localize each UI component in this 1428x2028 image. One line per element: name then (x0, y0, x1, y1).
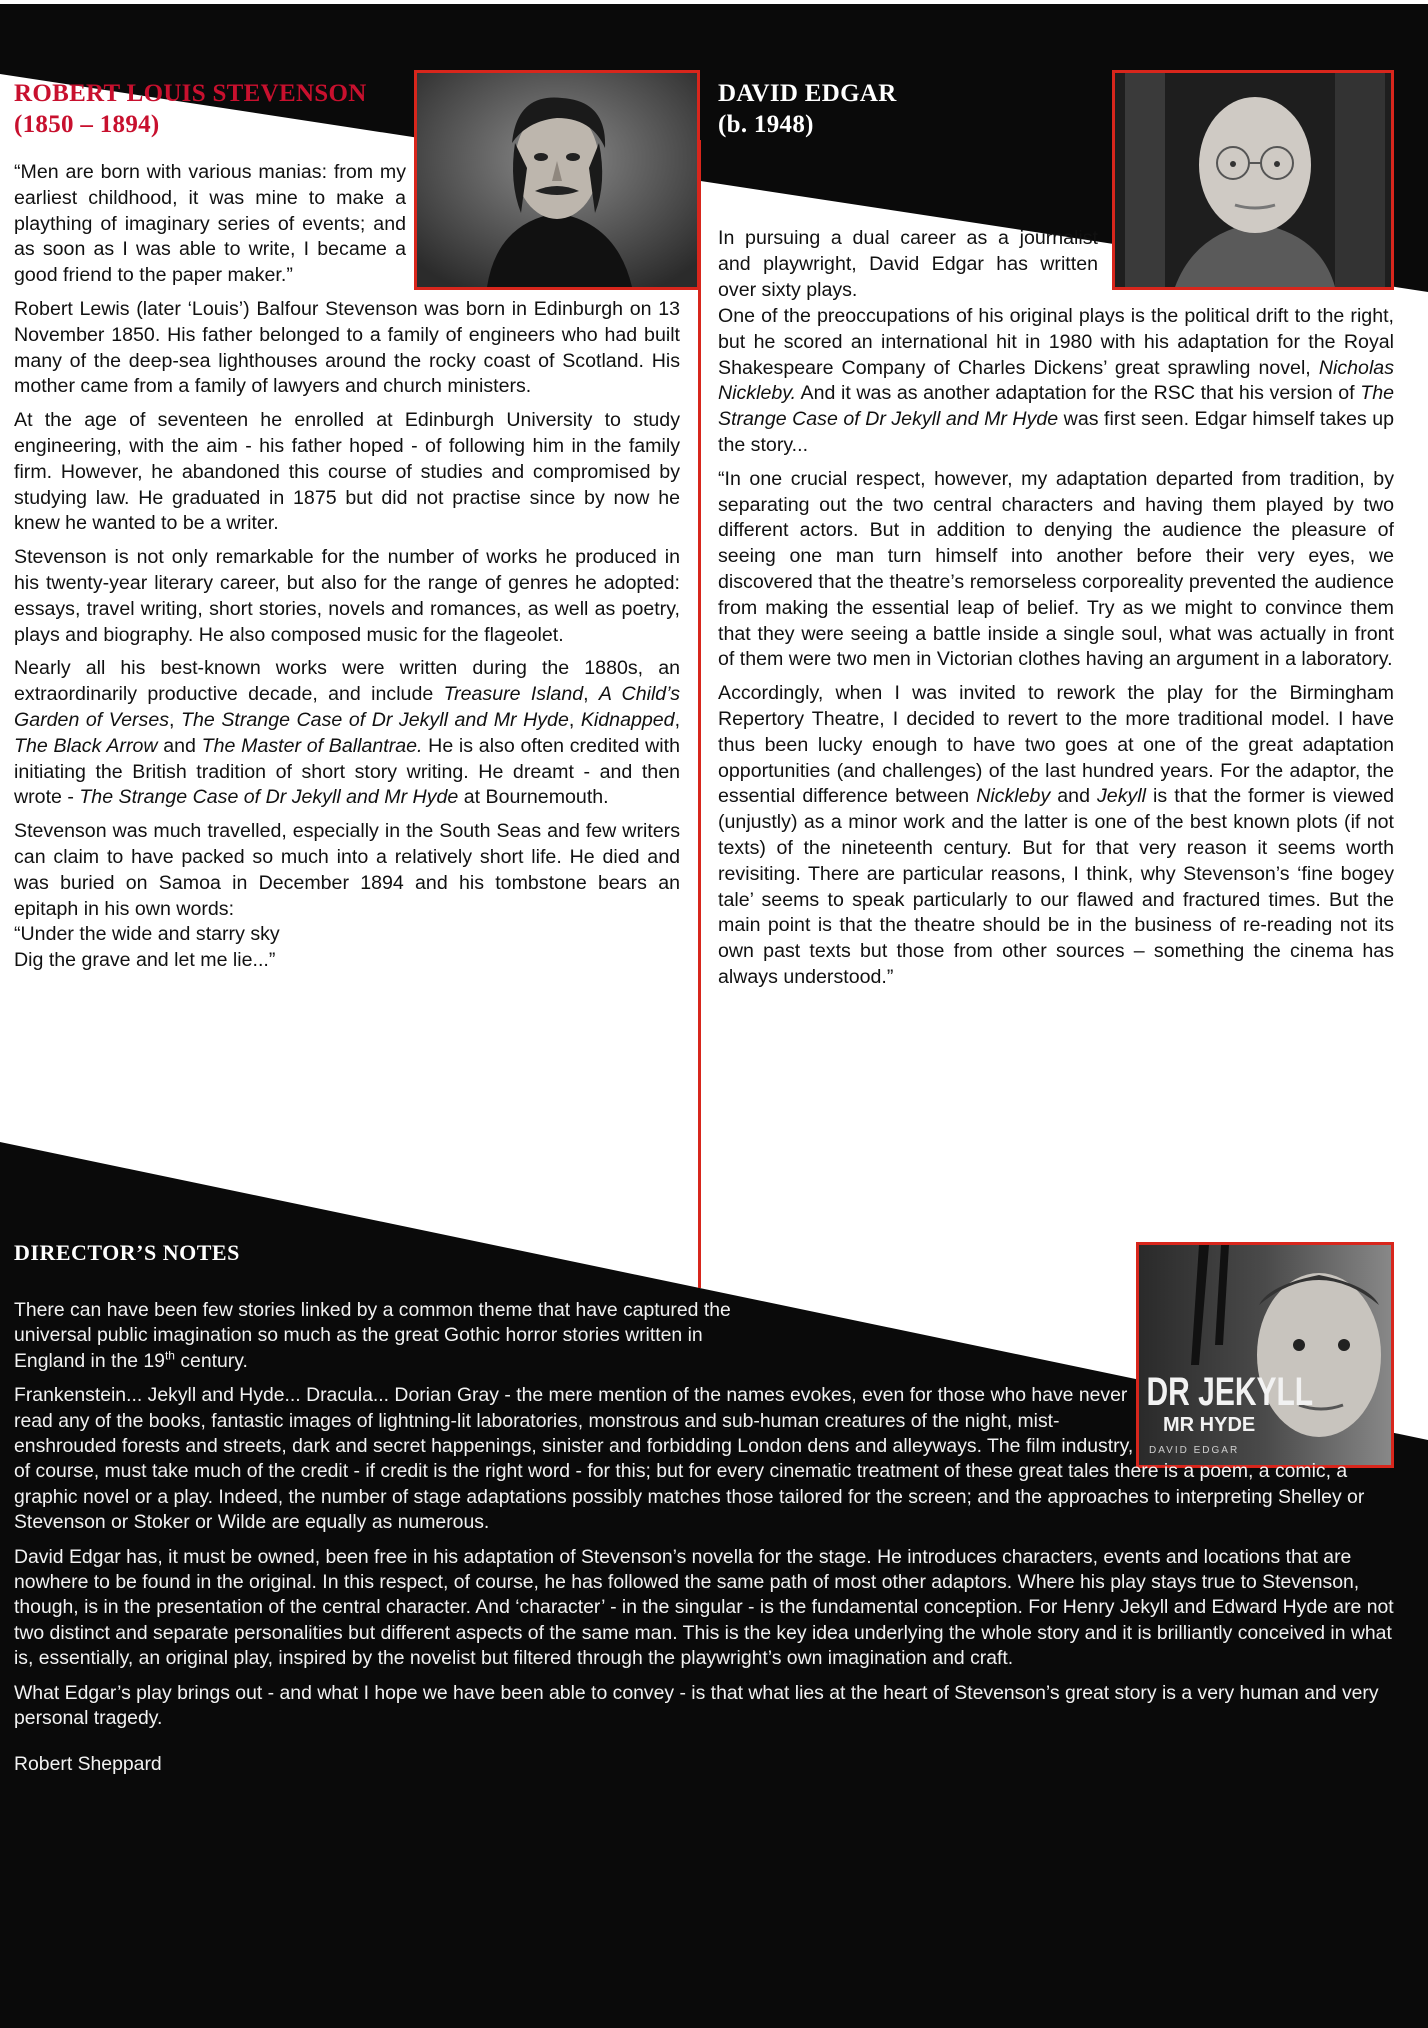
poster-title-2: MR HYDE (1163, 1414, 1256, 1436)
column-divider (698, 140, 701, 1288)
edgar-paragraph-2: “In one crucial respect, however, my adaptation departed from tradition, by separating out the two central characters and having them played by two different actors. But in addition to denying the audience the pleasure of seeing one man turn himself into another before their very eyes, we discovered that the theatre’s remorseless corporeality prevented the audience from making the essential leap of belief. Try as we might to convince them that they were seeing a battle inside a single soul, what was actually in front of them were two men in Victorian clothes having an argument in a laboratory. (718, 467, 1394, 671)
stevenson-heading (14, 78, 367, 140)
stevenson-paragraph-4: Nearly all his best-known works were written during the 1880s, an extraordinarily productive decade, and include Treasure Island, A Child’s Garden of Verses, The Strange Case of Dr Jekyll and Mr Hyde, Kidnapped, The Black Arrow and The Master of Ballantrae. He is also often credited with initiating the British tradition of short story writing. He dreamt - and then wrote - The Strange Case of Dr Jekyll and Mr Hyde at Bournemouth. (14, 657, 681, 809)
directors-notes-body (14, 1298, 1404, 1786)
stevenson-quote: “Men are born with various manias: from my earliest childhood, it was mine to make a plaything of imaginary series of events; and as soon as I was able to write, I became a good friend to the paper maker.” (14, 161, 406, 287)
edgar-heading (718, 78, 897, 140)
poster-title-1: DR JEKYLL (1146, 1369, 1314, 1415)
edgar-name: DAVID EDGAR (718, 80, 897, 107)
notes-paragraph-1: There can have been few stories linked by a common theme that have captured the universal public imagination so much as the great Gothic horror stories written in England in the 19th century. (14, 1299, 731, 1372)
notes-signature: Robert Sheppard (14, 1752, 162, 1775)
edgar-portrait-image (1115, 73, 1391, 287)
stevenson-column (14, 160, 680, 974)
edgar-intro: In pursuing a dual career as a journalist and playwright, David Edgar has written over sixty plays. (718, 227, 1098, 301)
notes-paragraph-4: What Edgar’s play brings out - and what I hope we have been able to convey - is that what lies at the heart of Stevenson’s great story is a very human and very personal tragedy. (14, 1681, 1379, 1730)
stevenson-name: ROBERT LOUIS STEVENSON (14, 80, 367, 107)
directors-notes-heading: DIRECTOR’S NOTES (14, 1240, 240, 1265)
stevenson-paragraph-2: At the age of seventeen he enrolled at Edinburgh University to study engineering, with the aim - his father hoped - of following him in the family firm. However, he abandoned this course of studies and compromised by studying law. He graduated in 1875 but did not practise since by now he knew he wanted to be a writer. (14, 409, 680, 535)
edgar-paragraph-3: Accordingly, when I was invited to rework the play for the Birmingham Repertory Theatre, I decided to revert to the more traditional model. I have thus been lucky enough to have two goes at one of the great adaptation opportunities (and challenges) of the last hundred years. For the adaptor, the essential difference between Nickleby and Jekyll is that the former is viewed (unjustly) as a minor work and the latter is one of the best known plots (if not texts) of the nineteenth century. But for that very reason it seems worth revisiting. There are particular reasons, I think, why Stevenson’s ‘fine bogey tale’ seems to speak particularly to our flawed and fractured times. But the main point is that the theatre should be in the business of re-reading not its own past texts but those from other sources – something the cinema has always understood.” (718, 682, 1394, 988)
notes-paragraph-3: David Edgar has, it must be owned, been free in his adaptation of Stevenson’s novella for the stage. He introduces characters, events and locations that are nowhere to be found in the original. In this respect, of course, he has followed the same path of most other adaptors. Where his play stays true to Stevenson, though, is in the presentation of the central character. And ‘character’ - in the singular - is the fundamental conception. For Henry Jekyll and Edward Hyde are not two distinct and separate personalities but different aspects of the same man. This is the key idea underlying the whole story and it is brilliantly conceived in what is, essentially, an original play, inspired by the novelist but filtered through the playwright’s own imagination and craft. (14, 1545, 1394, 1670)
poster-wrap-space (1134, 1268, 1404, 1442)
stevenson-dates: (1850 – 1894) (14, 111, 160, 138)
stevenson-paragraph-3: Stevenson is not only remarkable for the number of works he produced in his twenty-year literary career, but also for the range of genres he adopted: essays, travel writing, short stories, novels and romances, as well as poetry, plays and biography. He also composed music for the flageolet. (14, 546, 680, 646)
edgar-column (718, 304, 1394, 999)
edgar-paragraph-1: One of the preoccupations of his original plays is the political drift to the right, but he scored an international hit in 1980 with his adaptation for the Royal Shakespeare Company of Charles Dickens’ great sprawling novel, Nicholas Nickleby. And it was as another adaptation for the RSC that his version of The Strange Case of Dr Jekyll and Mr Hyde was first seen. Edgar himself takes up the story... (718, 305, 1394, 456)
edgar-portrait (1112, 70, 1394, 290)
notes-paragraph-2: Frankenstein... Jekyll and Hyde... Dracula... Dorian Gray - the mere mention of the names evokes, even for those who have never read any of the books, fantastic images of lightning-lit laboratories, monstrous and sub-human creatures of the night, mist-enshrouded forests and streets, dark and secret happenings, sinister and forbidding London dens and alleyways. The film industry, of course, must take much of the credit - if credit is the right word - for this; but for every cinematic treatment of these great tales there is a poem, a comic, a graphic novel or a play. Indeed, the number of stage adaptations possibly matches those tailored for the screen; and the approaches to interpreting Shelley or Stevenson or Stoker or Wilde are equally as numerous. (14, 1384, 1365, 1534)
stevenson-paragraph-5: Stevenson was much travelled, especially in the South Seas and few writers can claim to have packed so much into a relatively short life. He died and was buried on Samoa in December 1894 and his tombstone bears an epitaph in his own words: “Under the wide and starry sky Dig the grave and let me lie...” (14, 820, 680, 972)
poster-credit: DAVID EDGAR (1149, 1445, 1240, 1456)
edgar-dates: (b. 1948) (718, 111, 814, 138)
stevenson-paragraph-1: Robert Lewis (later ‘Louis’) Balfour Stevenson was born in Edinburgh on 13 November 1850. His father belonged to a family of engineers who had built many of the deep-sea lighthouses around the rocky coast of Scotland. His mother came from a family of lawyers and church ministers. (14, 297, 680, 398)
